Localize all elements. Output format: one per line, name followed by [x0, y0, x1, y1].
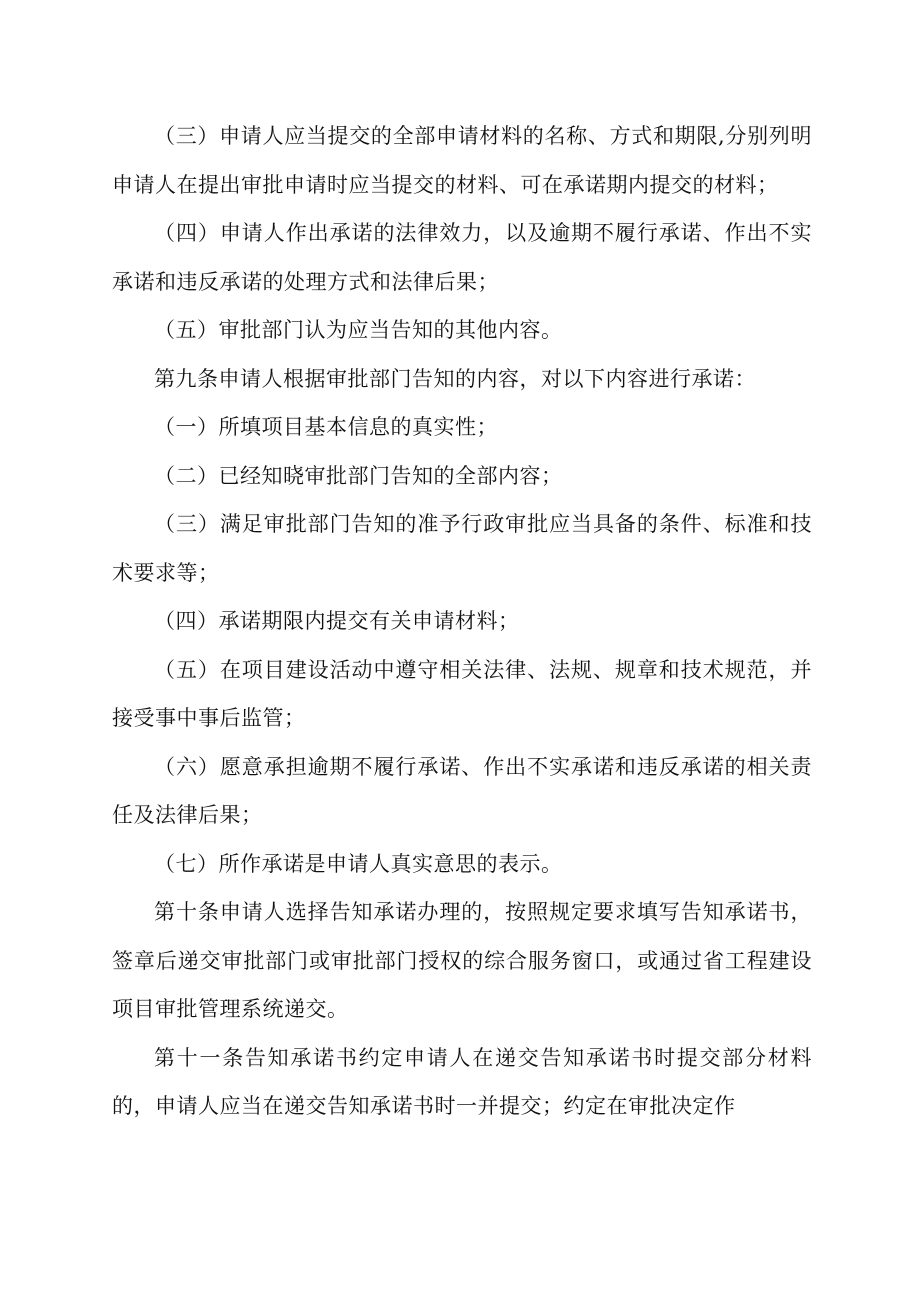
paragraph-item-3-materials: （三）申请人应当提交的全部申请材料的名称、方式和期限,分别列明申请人在提出审批申请时应当提交的材料、可在承诺期内提交的材料； — [112, 124, 812, 197]
paragraph-article-9-item-3: （三）满足审批部门告知的准予行政审批应当具备的条件、标准和技术要求等； — [112, 512, 812, 585]
paragraph-article-9-item-2: （二）已经知晓审批部门告知的全部内容； — [154, 463, 563, 488]
paragraph-article-9-item-7: （七）所作承诺是申请人真实意思的表示。 — [154, 851, 563, 876]
paragraph-item-5-other: （五）审批部门认为应当告知的其他内容。 — [154, 318, 563, 342]
paragraph-article-11: 第十一条告知承诺书约定申请人在递交告知承诺书时提交部分材料的，申请人应当在递交告知承诺书时一并提交；约定在审批决定作 — [112, 1045, 812, 1118]
paragraph-article-9: 第九条申请人根据审批部门告知的内容，对以下内容进行承诺： — [154, 366, 756, 391]
paragraph-item-4-legal-effect: （四）申请人作出承诺的法律效力，以及逾期不履行承诺、作出不实承诺和违反承诺的处理方式和法律后果； — [112, 221, 812, 294]
paragraph-article-9-item-6: （六）愿意承担逾期不履行承诺、作出不实承诺和违反承诺的相关责任及法律后果； — [112, 754, 812, 827]
paragraph-article-9-item-1: （一）所填项目基本信息的真实性； — [154, 415, 498, 439]
paragraph-article-9-item-5: （五）在项目建设活动中遵守相关法律、法规、规章和技术规范，并接受事中事后监管； — [112, 657, 812, 730]
paragraph-article-9-item-4: （四）承诺期限内提交有关申请材料； — [154, 609, 520, 633]
document-body — [112, 112, 812, 1131]
paragraph-article-10: 第十条申请人选择告知承诺办理的，按照规定要求填写告知承诺书，签章后递交审批部门或审批部门授权的综合服务窗口，或通过省工程建设项目审批管理系统递交。 — [112, 900, 812, 1021]
